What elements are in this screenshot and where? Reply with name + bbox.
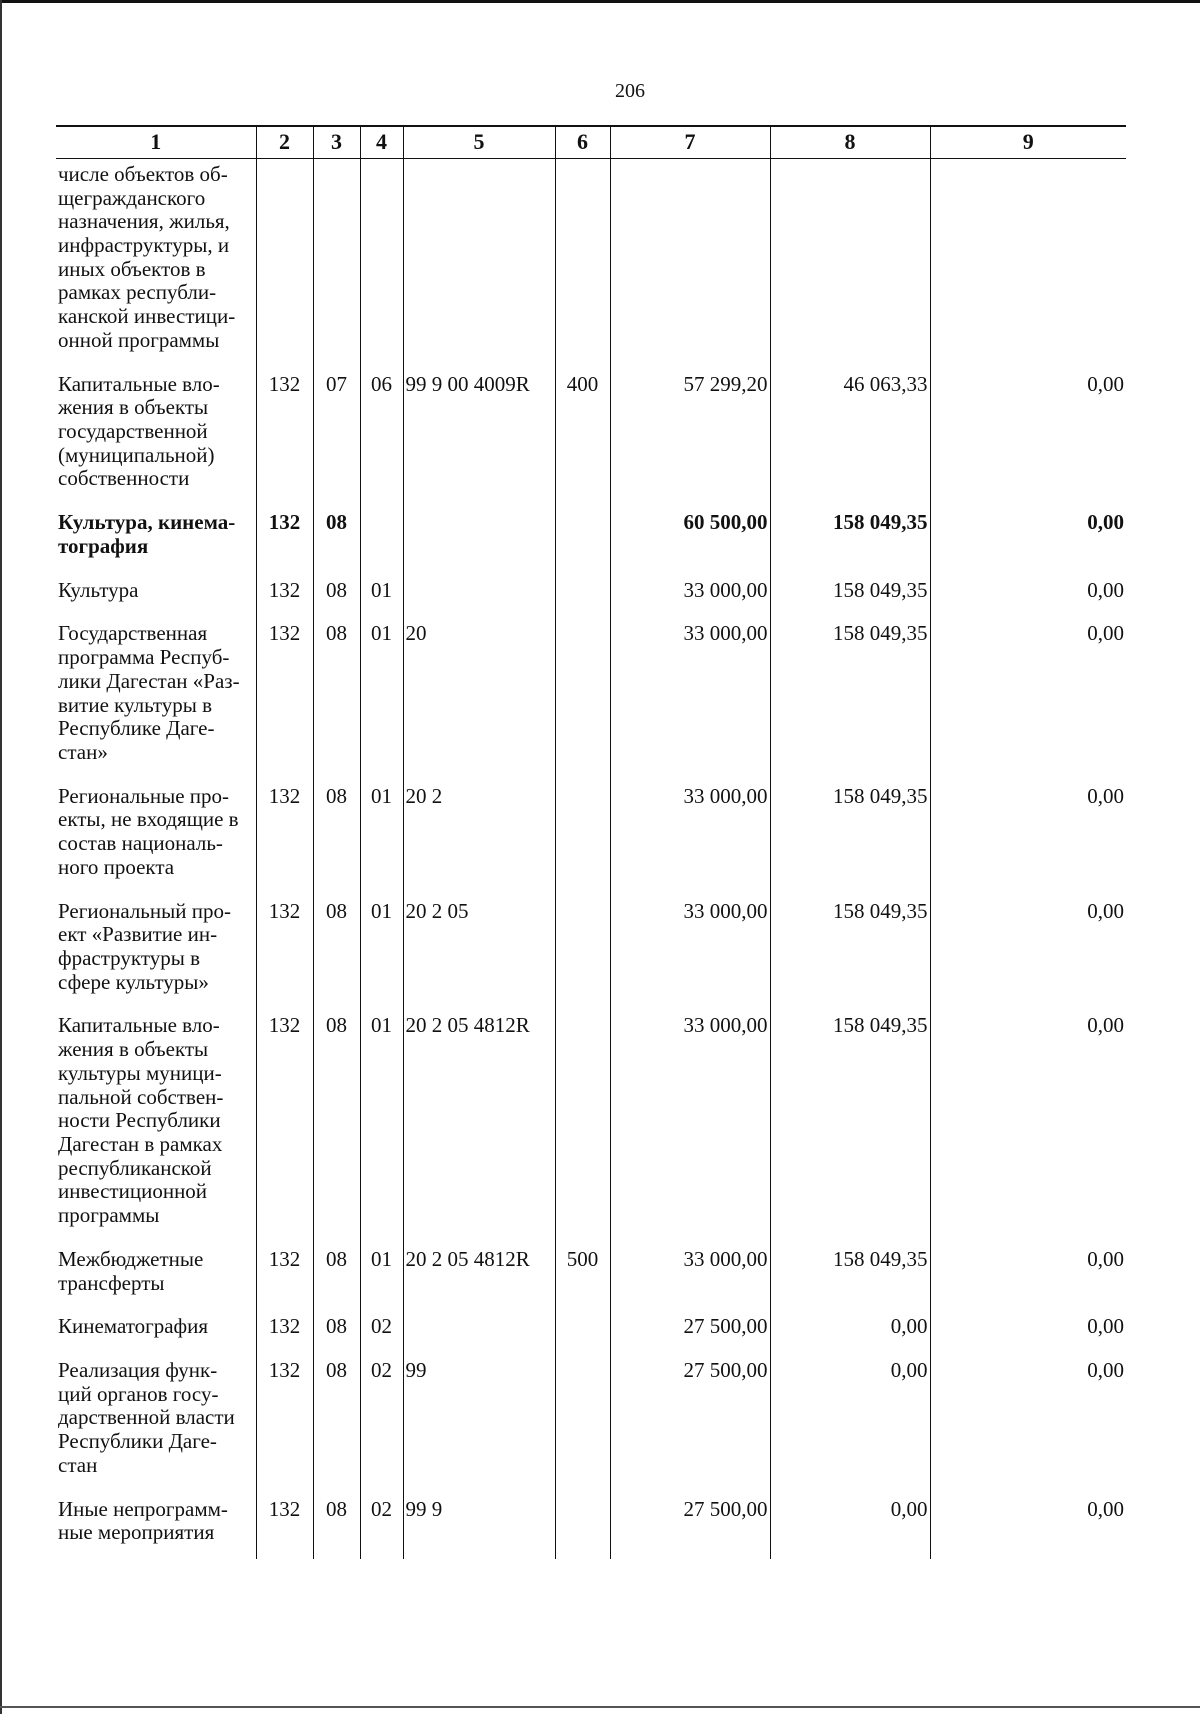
cell-subsection: 02 [360, 1353, 403, 1492]
header-col-2: 2 [256, 126, 313, 158]
cell-amount-9: 0,00 [930, 1008, 1126, 1241]
cell-ministry [256, 158, 313, 366]
cell-amount-7: 33 000,00 [610, 573, 770, 617]
cell-section: 08 [313, 573, 360, 617]
table-header-row [56, 126, 1126, 158]
scan-edge-top [0, 0, 1200, 3]
row-name-text: Региональный про- ект «Развитие ин- фраструктуры в сфере культуры» [58, 898, 231, 994]
cell-expense-type [555, 505, 610, 572]
cell-ministry: 132 [256, 1008, 313, 1241]
cell-amount-9: 0,00 [930, 1353, 1126, 1492]
header-col-3: 3 [313, 126, 360, 158]
cell-target-article: 99 9 00 4009R [403, 367, 555, 506]
cell-ministry: 132 [256, 1353, 313, 1492]
cell-subsection [360, 505, 403, 572]
row-name-text: Капитальные вло- жения в объекты государственной (муниципальной) собственности [58, 371, 220, 491]
cell-amount-9 [930, 158, 1126, 366]
cell-amount-9: 0,00 [930, 573, 1126, 617]
cell-ministry: 132 [256, 1309, 313, 1353]
row-name [56, 367, 256, 506]
cell-section: 08 [313, 1492, 360, 1559]
cell-target-article [403, 1309, 555, 1353]
cell-section: 07 [313, 367, 360, 506]
row-name [56, 573, 256, 617]
cell-expense-type [555, 1492, 610, 1559]
row-name [56, 1353, 256, 1492]
cell-expense-type: 500 [555, 1242, 610, 1309]
cell-subsection: 02 [360, 1492, 403, 1559]
row-name [56, 616, 256, 778]
cell-amount-9: 0,00 [930, 616, 1126, 778]
cell-target-article [403, 505, 555, 572]
row-name [56, 894, 256, 1009]
cell-subsection [360, 158, 403, 366]
cell-amount-8: 0,00 [770, 1492, 930, 1559]
cell-subsection: 01 [360, 573, 403, 617]
table-row [56, 1353, 1126, 1492]
cell-amount-7: 33 000,00 [610, 779, 770, 894]
row-name-text: Капитальные вло- жения в объекты культуры муници- пальной собствен- ности Республики Дагестан в рамках республиканской инвестиционной программы [58, 1013, 224, 1228]
cell-amount-7: 57 299,20 [610, 367, 770, 506]
cell-expense-type [555, 573, 610, 617]
table-row [56, 1008, 1126, 1241]
cell-ministry: 132 [256, 779, 313, 894]
cell-amount-9: 0,00 [930, 1309, 1126, 1353]
cell-section: 08 [313, 1309, 360, 1353]
row-name-text: числе объектов об- щегражданского назначения, жилья, инфраструктуры, и иных объектов в рамках республи- канской инвестици- онной программы [58, 161, 236, 352]
cell-amount-8: 158 049,35 [770, 505, 930, 572]
cell-expense-type: 400 [555, 367, 610, 506]
cell-amount-7: 33 000,00 [610, 1008, 770, 1241]
row-name-text: Иные непрограмм- ные мероприятия [58, 1496, 228, 1545]
row-name-text: Межбюджетные трансферты [58, 1246, 204, 1295]
cell-section: 08 [313, 1353, 360, 1492]
cell-target-article: 99 [403, 1353, 555, 1492]
row-name-text: Государственная программа Респуб- лики Дагестан «Раз- витие культуры в Республике Даге- стан» [58, 621, 240, 764]
cell-subsection: 01 [360, 1242, 403, 1309]
cell-target-article: 20 2 05 [403, 894, 555, 1009]
cell-target-article [403, 573, 555, 617]
header-col-1: 1 [56, 126, 256, 158]
header-col-4: 4 [360, 126, 403, 158]
cell-subsection: 01 [360, 894, 403, 1009]
cell-ministry: 132 [256, 1242, 313, 1309]
cell-amount-9: 0,00 [930, 779, 1126, 894]
cell-amount-7: 60 500,00 [610, 505, 770, 572]
cell-amount-7: 27 500,00 [610, 1492, 770, 1559]
page-number: 206 [615, 80, 645, 102]
cell-section: 08 [313, 1242, 360, 1309]
cell-ministry: 132 [256, 616, 313, 778]
cell-expense-type [555, 1008, 610, 1241]
cell-target-article: 20 2 05 4812R [403, 1242, 555, 1309]
table-row [56, 1492, 1126, 1559]
cell-ministry: 132 [256, 1492, 313, 1559]
cell-target-article: 20 [403, 616, 555, 778]
row-name-text: Культура, кинема- тография [58, 510, 236, 558]
table-body [56, 158, 1126, 1559]
budget-table [56, 125, 1126, 1559]
cell-amount-9: 0,00 [930, 894, 1126, 1009]
cell-amount-7: 33 000,00 [610, 616, 770, 778]
cell-amount-8: 0,00 [770, 1309, 930, 1353]
cell-amount-8: 158 049,35 [770, 894, 930, 1009]
header-col-5: 5 [403, 126, 555, 158]
cell-target-article: 99 9 [403, 1492, 555, 1559]
cell-section: 08 [313, 779, 360, 894]
cell-amount-8: 158 049,35 [770, 1242, 930, 1309]
cell-amount-8: 46 063,33 [770, 367, 930, 506]
scan-edge-left [0, 0, 2, 1714]
cell-expense-type [555, 894, 610, 1009]
cell-amount-8: 158 049,35 [770, 1008, 930, 1241]
table-row [56, 505, 1126, 572]
row-name [56, 1309, 256, 1353]
cell-amount-7: 33 000,00 [610, 894, 770, 1009]
cell-amount-8 [770, 158, 930, 366]
table-row [56, 158, 1126, 366]
cell-amount-9: 0,00 [930, 1242, 1126, 1309]
cell-ministry: 132 [256, 505, 313, 572]
cell-section: 08 [313, 1008, 360, 1241]
cell-section: 08 [313, 505, 360, 572]
cell-amount-9: 0,00 [930, 367, 1126, 506]
cell-expense-type [555, 158, 610, 366]
row-name [56, 158, 256, 366]
cell-target-article: 20 2 05 4812R [403, 1008, 555, 1241]
cell-amount-9: 0,00 [930, 505, 1126, 572]
header-col-6: 6 [555, 126, 610, 158]
row-name [56, 1492, 256, 1559]
cell-ministry: 132 [256, 894, 313, 1009]
cell-section: 08 [313, 894, 360, 1009]
row-name [56, 505, 256, 572]
table-row [56, 779, 1126, 894]
table-row [56, 1309, 1126, 1353]
scan-edge-bottom [0, 1706, 1200, 1708]
header-col-9: 9 [930, 126, 1126, 158]
cell-ministry: 132 [256, 367, 313, 506]
cell-expense-type [555, 1353, 610, 1492]
table-row [56, 573, 1126, 617]
table-row [56, 894, 1126, 1009]
cell-expense-type [555, 1309, 610, 1353]
row-name [56, 779, 256, 894]
row-name-text: Культура [58, 577, 139, 602]
header-col-7: 7 [610, 126, 770, 158]
cell-amount-8: 0,00 [770, 1353, 930, 1492]
cell-amount-7: 33 000,00 [610, 1242, 770, 1309]
row-name [56, 1008, 256, 1241]
cell-subsection: 01 [360, 779, 403, 894]
cell-section [313, 158, 360, 366]
cell-amount-7 [610, 158, 770, 366]
cell-amount-8: 158 049,35 [770, 573, 930, 617]
cell-target-article [403, 158, 555, 366]
cell-expense-type [555, 616, 610, 778]
cell-amount-9: 0,00 [930, 1492, 1126, 1559]
cell-subsection: 01 [360, 1008, 403, 1241]
table-row [56, 616, 1126, 778]
table-row [56, 1242, 1126, 1309]
cell-amount-7: 27 500,00 [610, 1353, 770, 1492]
cell-expense-type [555, 779, 610, 894]
cell-subsection: 01 [360, 616, 403, 778]
row-name-text: Реализация функ- ций органов госу- дарственной власти Республики Даге- стан [58, 1358, 235, 1477]
cell-subsection: 02 [360, 1309, 403, 1353]
cell-amount-7: 27 500,00 [610, 1309, 770, 1353]
table-row [56, 367, 1126, 506]
row-name-text: Региональные про- екты, не входящие в состав националь- ного проекта [58, 783, 239, 879]
cell-amount-8: 158 049,35 [770, 616, 930, 778]
row-name-text: Кинематография [58, 1314, 209, 1339]
cell-amount-8: 158 049,35 [770, 779, 930, 894]
cell-section: 08 [313, 616, 360, 778]
cell-target-article: 20 2 [403, 779, 555, 894]
cell-ministry: 132 [256, 573, 313, 617]
cell-subsection: 06 [360, 367, 403, 506]
header-col-8: 8 [770, 126, 930, 158]
row-name [56, 1242, 256, 1309]
